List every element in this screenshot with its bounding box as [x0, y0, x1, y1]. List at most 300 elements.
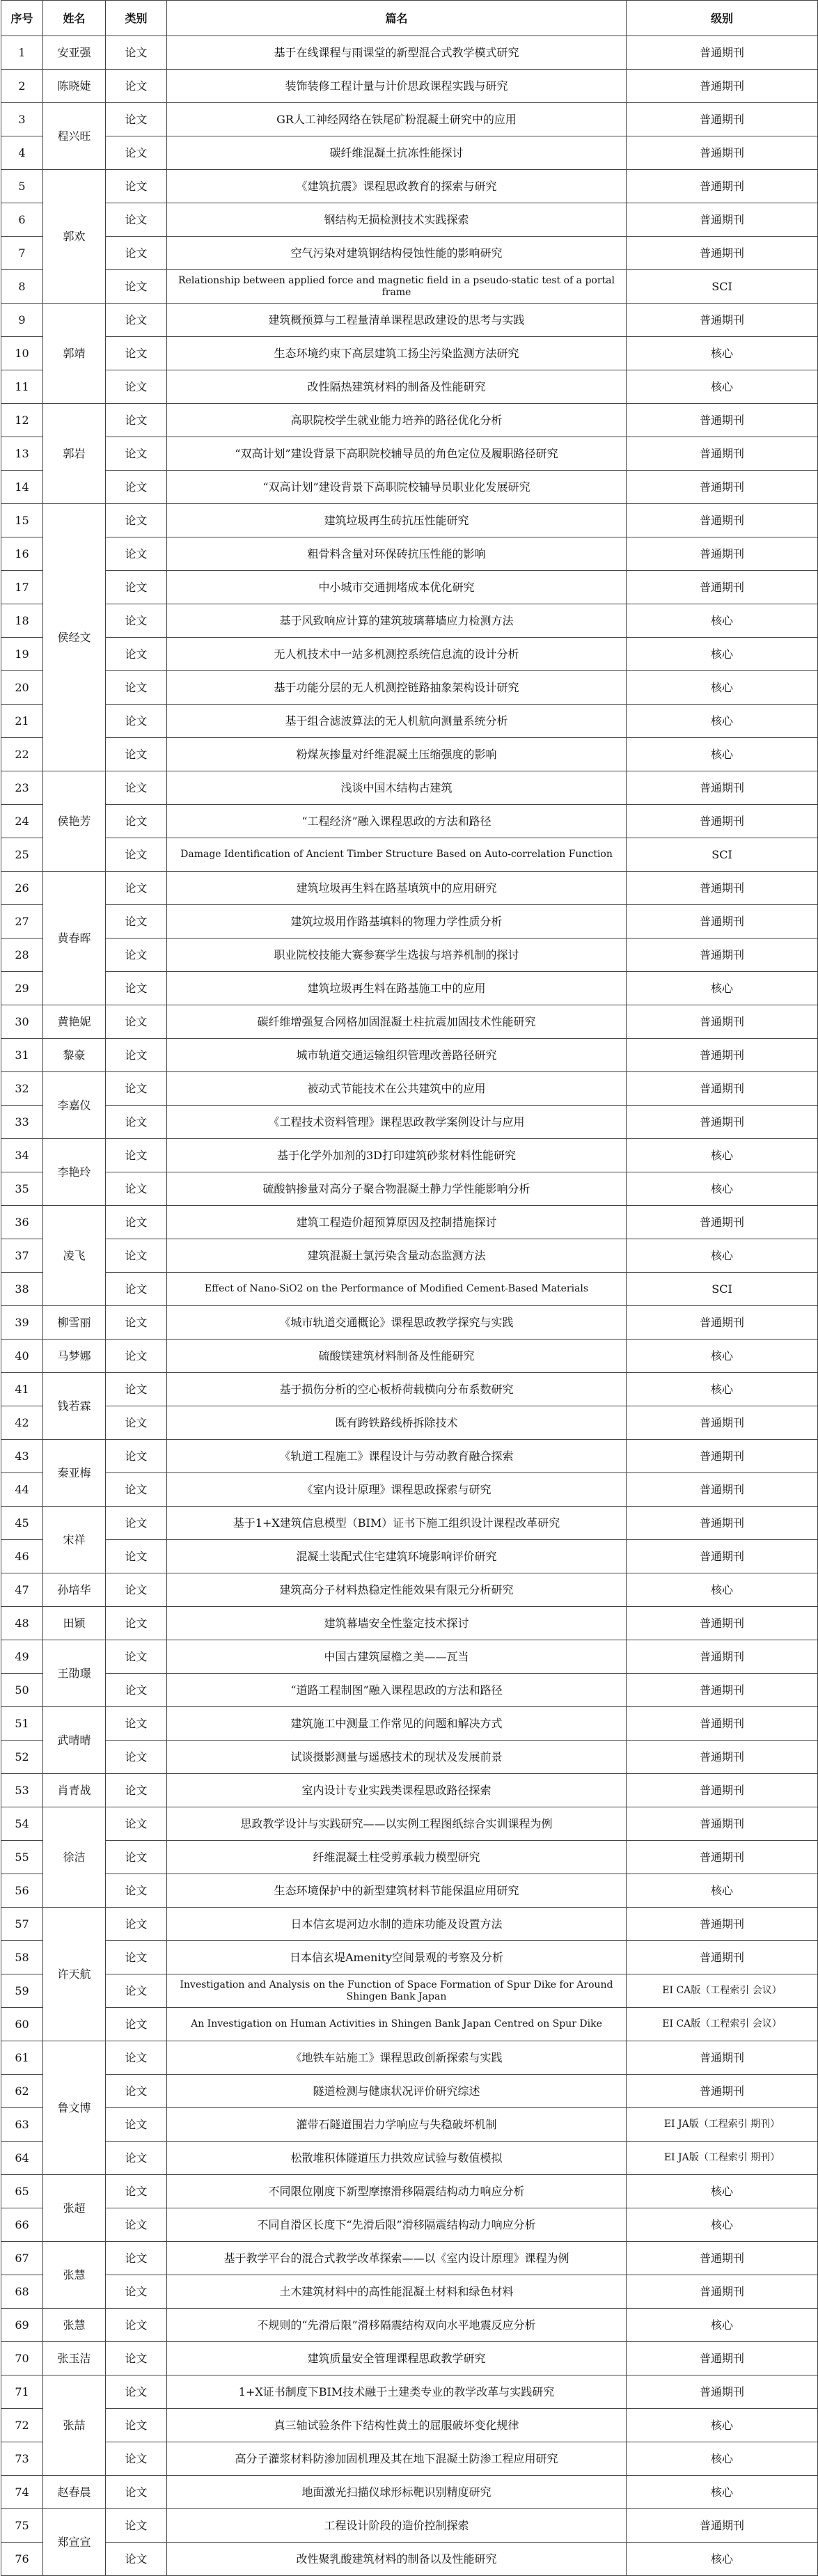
cell-level: 普通期刊 — [627, 437, 818, 471]
cell-type: 论文 — [106, 537, 167, 571]
cell-seq: 54 — [1, 1807, 43, 1841]
cell-level: 普通期刊 — [627, 1306, 818, 1340]
cell-seq: 21 — [1, 705, 43, 738]
cell-type: 论文 — [106, 1239, 167, 1273]
cell-type: 论文 — [106, 1273, 167, 1306]
table-row — [1, 838, 818, 872]
cell-author: 张超 — [43, 2175, 106, 2242]
cell-seq: 40 — [1, 1340, 43, 1373]
cell-seq: 11 — [1, 370, 43, 404]
cell-type: 论文 — [106, 604, 167, 638]
cell-title: 建筑垃圾再生料在路基施工中的应用 — [167, 972, 627, 1005]
cell-level: 核心 — [627, 2409, 818, 2442]
table-row — [1, 1674, 818, 1707]
table-row — [1, 337, 818, 370]
cell-title: “双高计划”建设背景下高职院校辅导员职业化发展研究 — [167, 471, 627, 504]
cell-title: 既有跨铁路线桥拆除技术 — [167, 1406, 627, 1440]
cell-level: 核心 — [627, 1373, 818, 1406]
cell-level: 普通期刊 — [627, 2342, 818, 2375]
cell-level: 普通期刊 — [627, 36, 818, 70]
cell-type: 论文 — [106, 1540, 167, 1573]
cell-title: “道路工程制图”融入课程思政的方法和路径 — [167, 1674, 627, 1707]
header-level: 级别 — [627, 1, 818, 36]
cell-seq: 15 — [1, 504, 43, 537]
table-row — [1, 270, 818, 304]
cell-level: 核心 — [627, 1573, 818, 1607]
cell-level: 核心 — [627, 2476, 818, 2509]
header-title: 篇名 — [167, 1, 627, 36]
cell-author: 武晴晴 — [43, 1707, 106, 1774]
table-row — [1, 1974, 818, 2008]
cell-level: SCI — [627, 1273, 818, 1306]
header-seq: 序号 — [1, 1, 43, 36]
cell-seq: 17 — [1, 571, 43, 604]
cell-level: SCI — [627, 270, 818, 304]
cell-level: EI JA版（工程索引 期刊） — [627, 2108, 818, 2142]
cell-title: 工程设计阶段的造价控制探索 — [167, 2509, 627, 2543]
paper-list-table — [1, 0, 818, 2576]
cell-type: 论文 — [106, 170, 167, 203]
cell-seq: 45 — [1, 1507, 43, 1540]
cell-type: 论文 — [106, 1908, 167, 1941]
table-row — [1, 2075, 818, 2108]
cell-type: 论文 — [106, 1573, 167, 1607]
cell-seq: 63 — [1, 2108, 43, 2142]
cell-title: 建筑高分子材料热稳定性能效果有限元分析研究 — [167, 1573, 627, 1607]
cell-type: 论文 — [106, 1206, 167, 1239]
cell-level: 普通期刊 — [627, 1507, 818, 1540]
cell-title: 建筑垃圾再生砖抗压性能研究 — [167, 504, 627, 537]
cell-type: 论文 — [106, 1172, 167, 1206]
cell-seq: 48 — [1, 1607, 43, 1640]
cell-title: 粗骨料含量对环保砖抗压性能的影响 — [167, 537, 627, 571]
cell-level: 普通期刊 — [627, 1406, 818, 1440]
cell-title: Damage Identification of Ancient Timber Structure Based on Auto-correlation Function — [167, 838, 627, 872]
cell-level: 普通期刊 — [627, 1707, 818, 1741]
cell-seq: 74 — [1, 2476, 43, 2509]
cell-type: 论文 — [106, 838, 167, 872]
cell-title: 硫酸钠掺量对高分子聚合物混凝土静力学性能影响分析 — [167, 1172, 627, 1206]
cell-level: 普通期刊 — [627, 872, 818, 905]
table-row — [1, 1373, 818, 1406]
cell-author: 侯经文 — [43, 504, 106, 771]
cell-seq: 43 — [1, 1440, 43, 1473]
cell-seq: 57 — [1, 1908, 43, 1941]
table-row — [1, 2208, 818, 2242]
cell-type: 论文 — [106, 671, 167, 705]
cell-title: 思政教学设计与实践研究——以实例工程图纸综合实训课程为例 — [167, 1807, 627, 1841]
cell-type: 论文 — [106, 705, 167, 738]
header-author: 姓名 — [43, 1, 106, 36]
table-row — [1, 1874, 818, 1908]
table-row — [1, 1139, 818, 1172]
table-row — [1, 938, 818, 972]
cell-type: 论文 — [106, 1306, 167, 1340]
cell-type: 论文 — [106, 2409, 167, 2442]
cell-author: 郭岩 — [43, 404, 106, 504]
cell-type: 论文 — [106, 136, 167, 170]
table-row — [1, 370, 818, 404]
cell-type: 论文 — [106, 938, 167, 972]
cell-level: 普通期刊 — [627, 237, 818, 270]
table-row — [1, 36, 818, 70]
table-row — [1, 471, 818, 504]
cell-level: 普通期刊 — [627, 471, 818, 504]
cell-title: 建筑概预算与工程量清单课程思政建设的思考与实践 — [167, 304, 627, 337]
table-row — [1, 304, 818, 337]
cell-level: 普通期刊 — [627, 1640, 818, 1674]
cell-type: 论文 — [106, 1106, 167, 1139]
cell-seq: 35 — [1, 1172, 43, 1206]
cell-title: 日本信玄堤河边水制的造床功能及设置方法 — [167, 1908, 627, 1941]
cell-type: 论文 — [106, 905, 167, 938]
table-row — [1, 404, 818, 437]
table-body — [1, 36, 818, 2576]
cell-level: 普通期刊 — [627, 2242, 818, 2275]
cell-title: 碳纤维增强复合网格加固混凝土柱抗震加固技术性能研究 — [167, 1005, 627, 1039]
cell-seq: 10 — [1, 337, 43, 370]
table-row — [1, 537, 818, 571]
cell-level: 普通期刊 — [627, 504, 818, 537]
cell-level: EI JA版（工程索引 期刊） — [627, 2142, 818, 2175]
cell-title: 改性聚乳酸建筑材料的制备以及性能研究 — [167, 2543, 627, 2576]
table-row — [1, 2342, 818, 2375]
table-row — [1, 2242, 818, 2275]
cell-type: 论文 — [106, 370, 167, 404]
cell-author: 肖青战 — [43, 1774, 106, 1807]
cell-level: 普通期刊 — [627, 404, 818, 437]
table-row — [1, 905, 818, 938]
cell-level: SCI — [627, 838, 818, 872]
table-row — [1, 2108, 818, 2142]
cell-author: 赵春晨 — [43, 2476, 106, 2509]
cell-title: 基于风致响应计算的建筑玻璃幕墙应力检测方法 — [167, 604, 627, 638]
cell-type: 论文 — [106, 237, 167, 270]
table-row — [1, 170, 818, 203]
cell-title: 地面激光扫描仪球形标靶识别精度研究 — [167, 2476, 627, 2509]
cell-author: 张慧 — [43, 2242, 106, 2309]
cell-seq: 31 — [1, 1039, 43, 1072]
cell-type: 论文 — [106, 1406, 167, 1440]
cell-seq: 64 — [1, 2142, 43, 2175]
table-row — [1, 1273, 818, 1306]
cell-title: 生态环境保护中的新型建筑材料节能保温应用研究 — [167, 1874, 627, 1908]
cell-title: 空气污染对建筑钢结构侵蚀性能的影响研究 — [167, 237, 627, 270]
table-row — [1, 705, 818, 738]
cell-author: 安亚强 — [43, 36, 106, 70]
cell-type: 论文 — [106, 1807, 167, 1841]
cell-seq: 73 — [1, 2442, 43, 2476]
cell-type: 论文 — [106, 638, 167, 671]
cell-title: 中国古建筑屋檐之美——瓦当 — [167, 1640, 627, 1674]
cell-seq: 9 — [1, 304, 43, 337]
cell-type: 论文 — [106, 1707, 167, 1741]
cell-author: 侯艳芳 — [43, 771, 106, 872]
cell-title: 试谈摄影测量与遥感技术的现状及发展前景 — [167, 1741, 627, 1774]
cell-level: 普通期刊 — [627, 571, 818, 604]
cell-level: 核心 — [627, 738, 818, 771]
cell-type: 论文 — [106, 805, 167, 838]
cell-type: 论文 — [106, 2509, 167, 2543]
cell-title: 粉煤灰掺量对纤维混凝土压缩强度的影响 — [167, 738, 627, 771]
cell-title: 《轨道工程施工》课程设计与劳动教育融合探索 — [167, 1440, 627, 1473]
table-row — [1, 1707, 818, 1741]
cell-type: 论文 — [106, 2175, 167, 2208]
cell-type: 论文 — [106, 2442, 167, 2476]
cell-type: 论文 — [106, 1507, 167, 1540]
cell-seq: 67 — [1, 2242, 43, 2275]
cell-type: 论文 — [106, 2309, 167, 2342]
cell-level: 核心 — [627, 1874, 818, 1908]
cell-seq: 46 — [1, 1540, 43, 1573]
cell-title: 《地铁车站施工》课程思政创新探索与实践 — [167, 2041, 627, 2075]
table-row — [1, 2409, 818, 2442]
cell-seq: 25 — [1, 838, 43, 872]
cell-seq: 1 — [1, 36, 43, 70]
cell-type: 论文 — [106, 304, 167, 337]
table-row — [1, 604, 818, 638]
cell-level: 核心 — [627, 2309, 818, 2342]
cell-seq: 2 — [1, 70, 43, 103]
cell-seq: 8 — [1, 270, 43, 304]
cell-title: 不同自滑区长度下“先滑后限”滑移隔震结构动力响应分析 — [167, 2208, 627, 2242]
cell-title: 混凝土装配式住宅建筑环境影响评价研究 — [167, 1540, 627, 1573]
cell-author: 李嘉仪 — [43, 1072, 106, 1139]
cell-title: 基于组合滤波算法的无人机航向测量系统分析 — [167, 705, 627, 738]
cell-level: 普通期刊 — [627, 938, 818, 972]
cell-type: 论文 — [106, 504, 167, 537]
cell-level: 普通期刊 — [627, 1807, 818, 1841]
cell-seq: 58 — [1, 1941, 43, 1974]
cell-type: 论文 — [106, 972, 167, 1005]
cell-title: 隧道检测与健康状况评价研究综述 — [167, 2075, 627, 2108]
header-type: 类别 — [106, 1, 167, 36]
cell-title: Effect of Nano-SiO2 on the Performance of Modified Cement-Based Materials — [167, 1273, 627, 1306]
cell-seq: 50 — [1, 1674, 43, 1707]
table-row — [1, 1507, 818, 1540]
cell-level: 普通期刊 — [627, 1674, 818, 1707]
cell-author: 钱若霖 — [43, 1373, 106, 1440]
cell-title: 装饰装修工程计量与计价思政课程实践与研究 — [167, 70, 627, 103]
cell-seq: 62 — [1, 2075, 43, 2108]
cell-type: 论文 — [106, 1039, 167, 1072]
cell-level: 核心 — [627, 370, 818, 404]
cell-title: 生态环境约束下高层建筑工扬尘污染监测方法研究 — [167, 337, 627, 370]
cell-level: 普通期刊 — [627, 2275, 818, 2309]
cell-seq: 24 — [1, 805, 43, 838]
cell-seq: 6 — [1, 203, 43, 237]
cell-seq: 38 — [1, 1273, 43, 1306]
table-row — [1, 2509, 818, 2543]
table-row — [1, 2309, 818, 2342]
table-row — [1, 2008, 818, 2041]
cell-title: 基于损伤分析的空心板桥荷载横向分布系数研究 — [167, 1373, 627, 1406]
cell-author: 凌飞 — [43, 1206, 106, 1306]
cell-level: 普通期刊 — [627, 1841, 818, 1874]
cell-author: 郭欢 — [43, 170, 106, 304]
cell-title: 《建筑抗震》课程思政教育的探索与研究 — [167, 170, 627, 203]
cell-type: 论文 — [106, 437, 167, 471]
cell-title: 高职院校学生就业能力培养的路径优化分析 — [167, 404, 627, 437]
cell-author: 黄艳妮 — [43, 1005, 106, 1039]
cell-title: 松散堆积体隧道压力拱效应试验与数值模拟 — [167, 2142, 627, 2175]
cell-title: 基于教学平台的混合式教学改革探索——以《室内设计原理》课程为例 — [167, 2242, 627, 2275]
cell-level: 核心 — [627, 972, 818, 1005]
cell-title: Investigation and Analysis on the Function of Space Formation of Spur Dike for Around Shingen Bank Japan — [167, 1974, 627, 2008]
cell-title: 高分子灌浆材料防渗加固机理及其在地下混凝土防渗工程应用研究 — [167, 2442, 627, 2476]
cell-level: 普通期刊 — [627, 2041, 818, 2075]
cell-author: 陈晓婕 — [43, 70, 106, 103]
cell-author: 马梦娜 — [43, 1340, 106, 1373]
cell-seq: 66 — [1, 2208, 43, 2242]
cell-type: 论文 — [106, 872, 167, 905]
cell-title: 真三轴试验条件下结构性黄土的屈服破坏变化规律 — [167, 2409, 627, 2442]
cell-type: 论文 — [106, 1607, 167, 1640]
cell-seq: 18 — [1, 604, 43, 638]
cell-type: 论文 — [106, 1005, 167, 1039]
cell-title: 灌带石隧道围岩力学响应与失稳破坏机制 — [167, 2108, 627, 2142]
cell-seq: 32 — [1, 1072, 43, 1106]
cell-title: 基于化学外加剂的3D打印建筑砂浆材料性能研究 — [167, 1139, 627, 1172]
cell-title: 改性隔热建筑材料的制备及性能研究 — [167, 370, 627, 404]
cell-title: An Investigation on Human Activities in Shingen Bank Japan Centred on Spur Dike — [167, 2008, 627, 2041]
cell-title: 《室内设计原理》课程思政探索与研究 — [167, 1473, 627, 1507]
table-row — [1, 972, 818, 1005]
table-row — [1, 671, 818, 705]
table-row — [1, 2142, 818, 2175]
cell-level: 核心 — [627, 1172, 818, 1206]
cell-type: 论文 — [106, 2008, 167, 2041]
cell-type: 论文 — [106, 1941, 167, 1974]
table-row — [1, 872, 818, 905]
cell-seq: 30 — [1, 1005, 43, 1039]
cell-level: 普通期刊 — [627, 1206, 818, 1239]
cell-type: 论文 — [106, 103, 167, 136]
cell-title: 无人机技术中一站多机测控系统信息流的设计分析 — [167, 638, 627, 671]
cell-level: 核心 — [627, 2543, 818, 2576]
cell-level: 普通期刊 — [627, 905, 818, 938]
cell-level: 普通期刊 — [627, 2375, 818, 2409]
cell-level: 普通期刊 — [627, 1440, 818, 1473]
cell-seq: 55 — [1, 1841, 43, 1874]
cell-level: 核心 — [627, 2208, 818, 2242]
cell-seq: 39 — [1, 1306, 43, 1340]
cell-type: 论文 — [106, 771, 167, 805]
cell-author: 宋祥 — [43, 1507, 106, 1573]
cell-type: 论文 — [106, 270, 167, 304]
cell-level: 普通期刊 — [627, 1941, 818, 1974]
cell-level: 普通期刊 — [627, 2075, 818, 2108]
table-row — [1, 638, 818, 671]
cell-title: 城市轨道交通运输组织管理改善路径研究 — [167, 1039, 627, 1072]
table-row — [1, 237, 818, 270]
cell-level: 普通期刊 — [627, 136, 818, 170]
cell-type: 论文 — [106, 203, 167, 237]
cell-title: 建筑垃圾再生料在路基填筑中的应用研究 — [167, 872, 627, 905]
cell-type: 论文 — [106, 36, 167, 70]
cell-type: 论文 — [106, 1974, 167, 2008]
cell-type: 论文 — [106, 2075, 167, 2108]
cell-type: 论文 — [106, 2108, 167, 2142]
cell-level: EI CA版（工程索引 会议） — [627, 1974, 818, 2008]
cell-seq: 22 — [1, 738, 43, 771]
cell-title: 中小城市交通拥堵成本优化研究 — [167, 571, 627, 604]
cell-type: 论文 — [106, 1440, 167, 1473]
cell-title: 浅谈中国木结构古建筑 — [167, 771, 627, 805]
cell-level: 普通期刊 — [627, 70, 818, 103]
cell-level: 普通期刊 — [627, 1908, 818, 1941]
cell-level: 普通期刊 — [627, 1039, 818, 1072]
cell-title: 硫酸镁建筑材料制备及性能研究 — [167, 1340, 627, 1373]
cell-title: 日本信玄堤Amenity空间景观的考察及分析 — [167, 1941, 627, 1974]
cell-level: 普通期刊 — [627, 170, 818, 203]
table-row — [1, 1406, 818, 1440]
table-row — [1, 1741, 818, 1774]
cell-seq: 29 — [1, 972, 43, 1005]
cell-type: 论文 — [106, 2208, 167, 2242]
cell-level: 核心 — [627, 604, 818, 638]
table-row — [1, 1340, 818, 1373]
cell-title: 纤维混凝土柱受剪承载力模型研究 — [167, 1841, 627, 1874]
cell-title: “双高计划”建设背景下高职院校辅导员的角色定位及履职路径研究 — [167, 437, 627, 471]
cell-level: 核心 — [627, 671, 818, 705]
table-row — [1, 1908, 818, 1941]
cell-level: 核心 — [627, 337, 818, 370]
table-row — [1, 1841, 818, 1874]
cell-author: 郑宣宣 — [43, 2509, 106, 2576]
cell-seq: 23 — [1, 771, 43, 805]
cell-type: 论文 — [106, 337, 167, 370]
cell-type: 论文 — [106, 2375, 167, 2409]
table-row — [1, 1039, 818, 1072]
cell-type: 论文 — [106, 2041, 167, 2075]
table-row — [1, 1239, 818, 1273]
cell-author: 鲁文博 — [43, 2041, 106, 2175]
cell-title: 碳纤维混凝土抗冻性能探讨 — [167, 136, 627, 170]
cell-author: 许天航 — [43, 1908, 106, 2041]
table-row — [1, 1640, 818, 1674]
table-row — [1, 1072, 818, 1106]
cell-level: 核心 — [627, 1139, 818, 1172]
cell-author: 张喆 — [43, 2375, 106, 2476]
cell-level: 核心 — [627, 2175, 818, 2208]
cell-seq: 3 — [1, 103, 43, 136]
table-row — [1, 738, 818, 771]
table-row — [1, 70, 818, 103]
cell-level: 核心 — [627, 1340, 818, 1373]
cell-type: 论文 — [106, 1741, 167, 1774]
cell-author: 田颖 — [43, 1607, 106, 1640]
cell-level: 普通期刊 — [627, 537, 818, 571]
cell-title: 《城市轨道交通概论》课程思政教学探究与实践 — [167, 1306, 627, 1340]
cell-title: 1+X证书制度下BIM技术融于土建类专业的教学改革与实践研究 — [167, 2375, 627, 2409]
cell-seq: 51 — [1, 1707, 43, 1741]
cell-seq: 72 — [1, 2409, 43, 2442]
table-row — [1, 437, 818, 471]
cell-seq: 28 — [1, 938, 43, 972]
table-row — [1, 1206, 818, 1239]
table-row — [1, 1607, 818, 1640]
cell-seq: 7 — [1, 237, 43, 270]
cell-type: 论文 — [106, 738, 167, 771]
cell-seq: 59 — [1, 1974, 43, 2008]
cell-author: 孙培华 — [43, 1573, 106, 1607]
cell-type: 论文 — [106, 404, 167, 437]
cell-title: 不同限位刚度下新型摩擦滑移隔震结构动力响应分析 — [167, 2175, 627, 2208]
table-row — [1, 2476, 818, 2509]
cell-author: 李艳玲 — [43, 1139, 106, 1206]
cell-title: 钢结构无损检测技术实践探索 — [167, 203, 627, 237]
